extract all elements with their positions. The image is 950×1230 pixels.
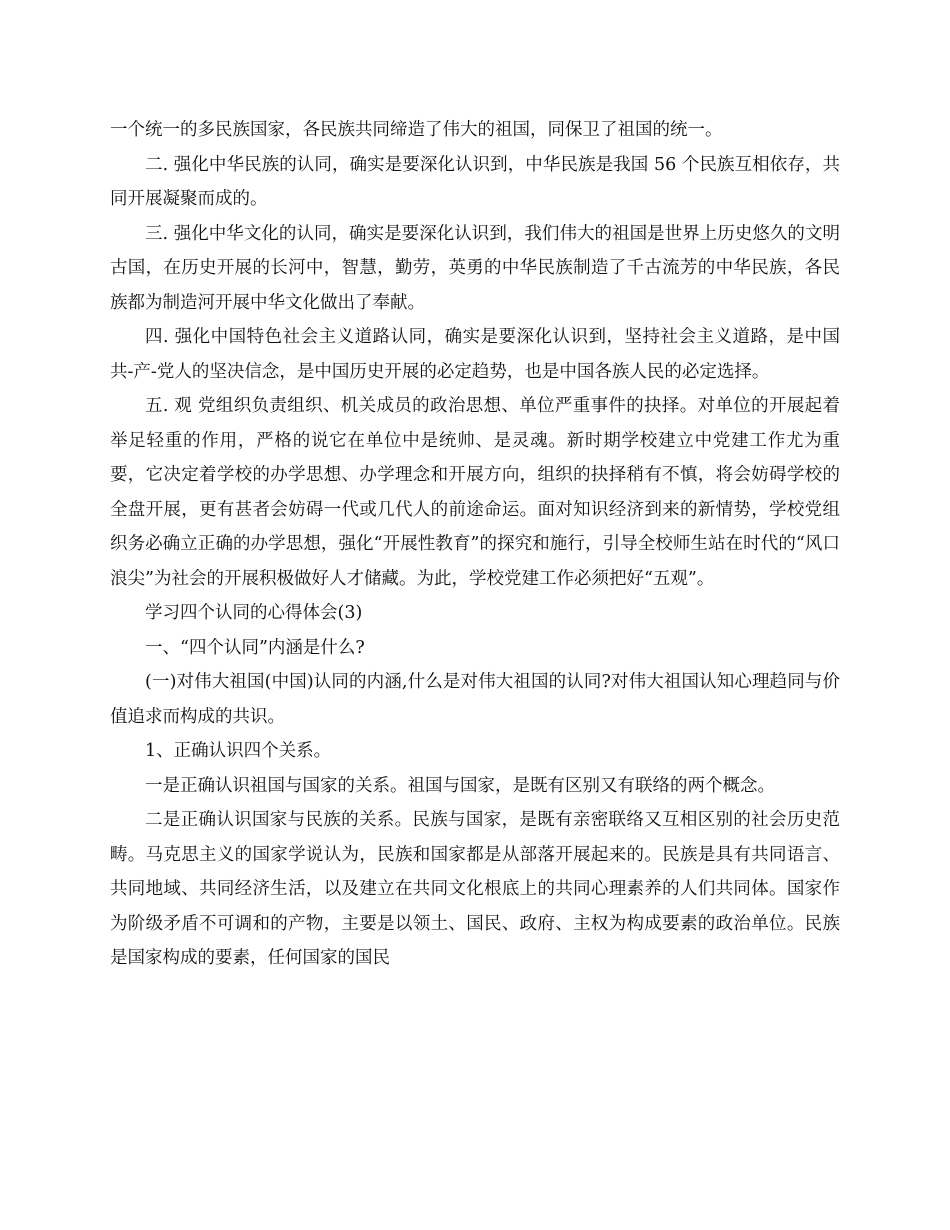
paragraph-1: 一个统一的多民族国家，各民族共同缔造了伟大的祖国，同保卫了祖国的统一。 [110,120,723,140]
question-heading: 一、“四个认同”内涵是什么? [145,637,365,658]
paragraph-2: 二. 强化中华民族的认同，确实是要深化认识到，中华民族是我国 56 个民族互相依存，共同开展凝聚而成的。 [110,154,840,209]
paragraph-7: 一是正确认识祖国与国家的关系。祖国与国家，是既有区别又有联络的两个概念。 [145,775,775,796]
document-page [110,113,840,976]
paragraph-3: 三. 强化中华文化的认同，确实是要深化认识到，我们伟大的祖国是世界上历史悠久的文明古国，在历史开展的长河中，智慧，勤劳，英勇的中华民族制造了千古流芳的中华民族，各民族都为制造河开展中华文化做出了奉献。 [110,223,840,313]
section-heading: 学习四个认同的心得体会(3) [145,603,363,623]
paragraph-5: 五. 观 党组织负责组织、机关成员的政治思想、单位严重事件的抉择。对单位的开展起着举足轻重的作用，严格的说它在单位中是统帅、是灵魂。新时期学校建立中党建工作尤为重要，它决定着学校的办学思想、办学理念和开展方向，组织的抉择稍有不慎，将会妨碍学校的全盘开展，更有甚者会妨碍一代或几代人的前途命运。面对知识经济到来的新情势，学校党组织务必确立正确的办学思想，强化“开展性教育”的探究和施行，引导全校师生站在时代的“风口浪尖”为社会的开展积极做好人才储藏。为此，学校党建工作必须把好“五观”。 [110,396,840,589]
paragraph-8: 二是正确认识国家与民族的关系。民族与国家，是既有亲密联络又互相区别的社会历史范畴。马克思主义的国家学说认为，民族和国家都是从部落开展起来的。民族是具有共同语言、共同地域、共同经济生活，以及建立在共同文化根底上的共同心理素养的人们共同体。国家作为阶级矛盾不可调和的产物，主要是以领土、国民、政府、主权为构成要素的政治单位。民族是国家构成的要素，任何国家的国民 [110,810,840,968]
paragraph-4: 四. 强化中国特色社会主义道路认同，确实是要深化认识到，坚持社会主义道路，是中国共-产-党人的坚决信念，是中国历史开展的必定趋势，也是中国各族人民的必定选择。 [110,327,840,382]
list-heading: 1、正确认识四个关系。 [145,741,332,761]
paragraph-6: (一)对伟大祖国(中国)认同的内涵,什么是对伟大祖国的认同?对伟大祖国认知心理趋同与价值追求而构成的共识。 [110,672,840,727]
